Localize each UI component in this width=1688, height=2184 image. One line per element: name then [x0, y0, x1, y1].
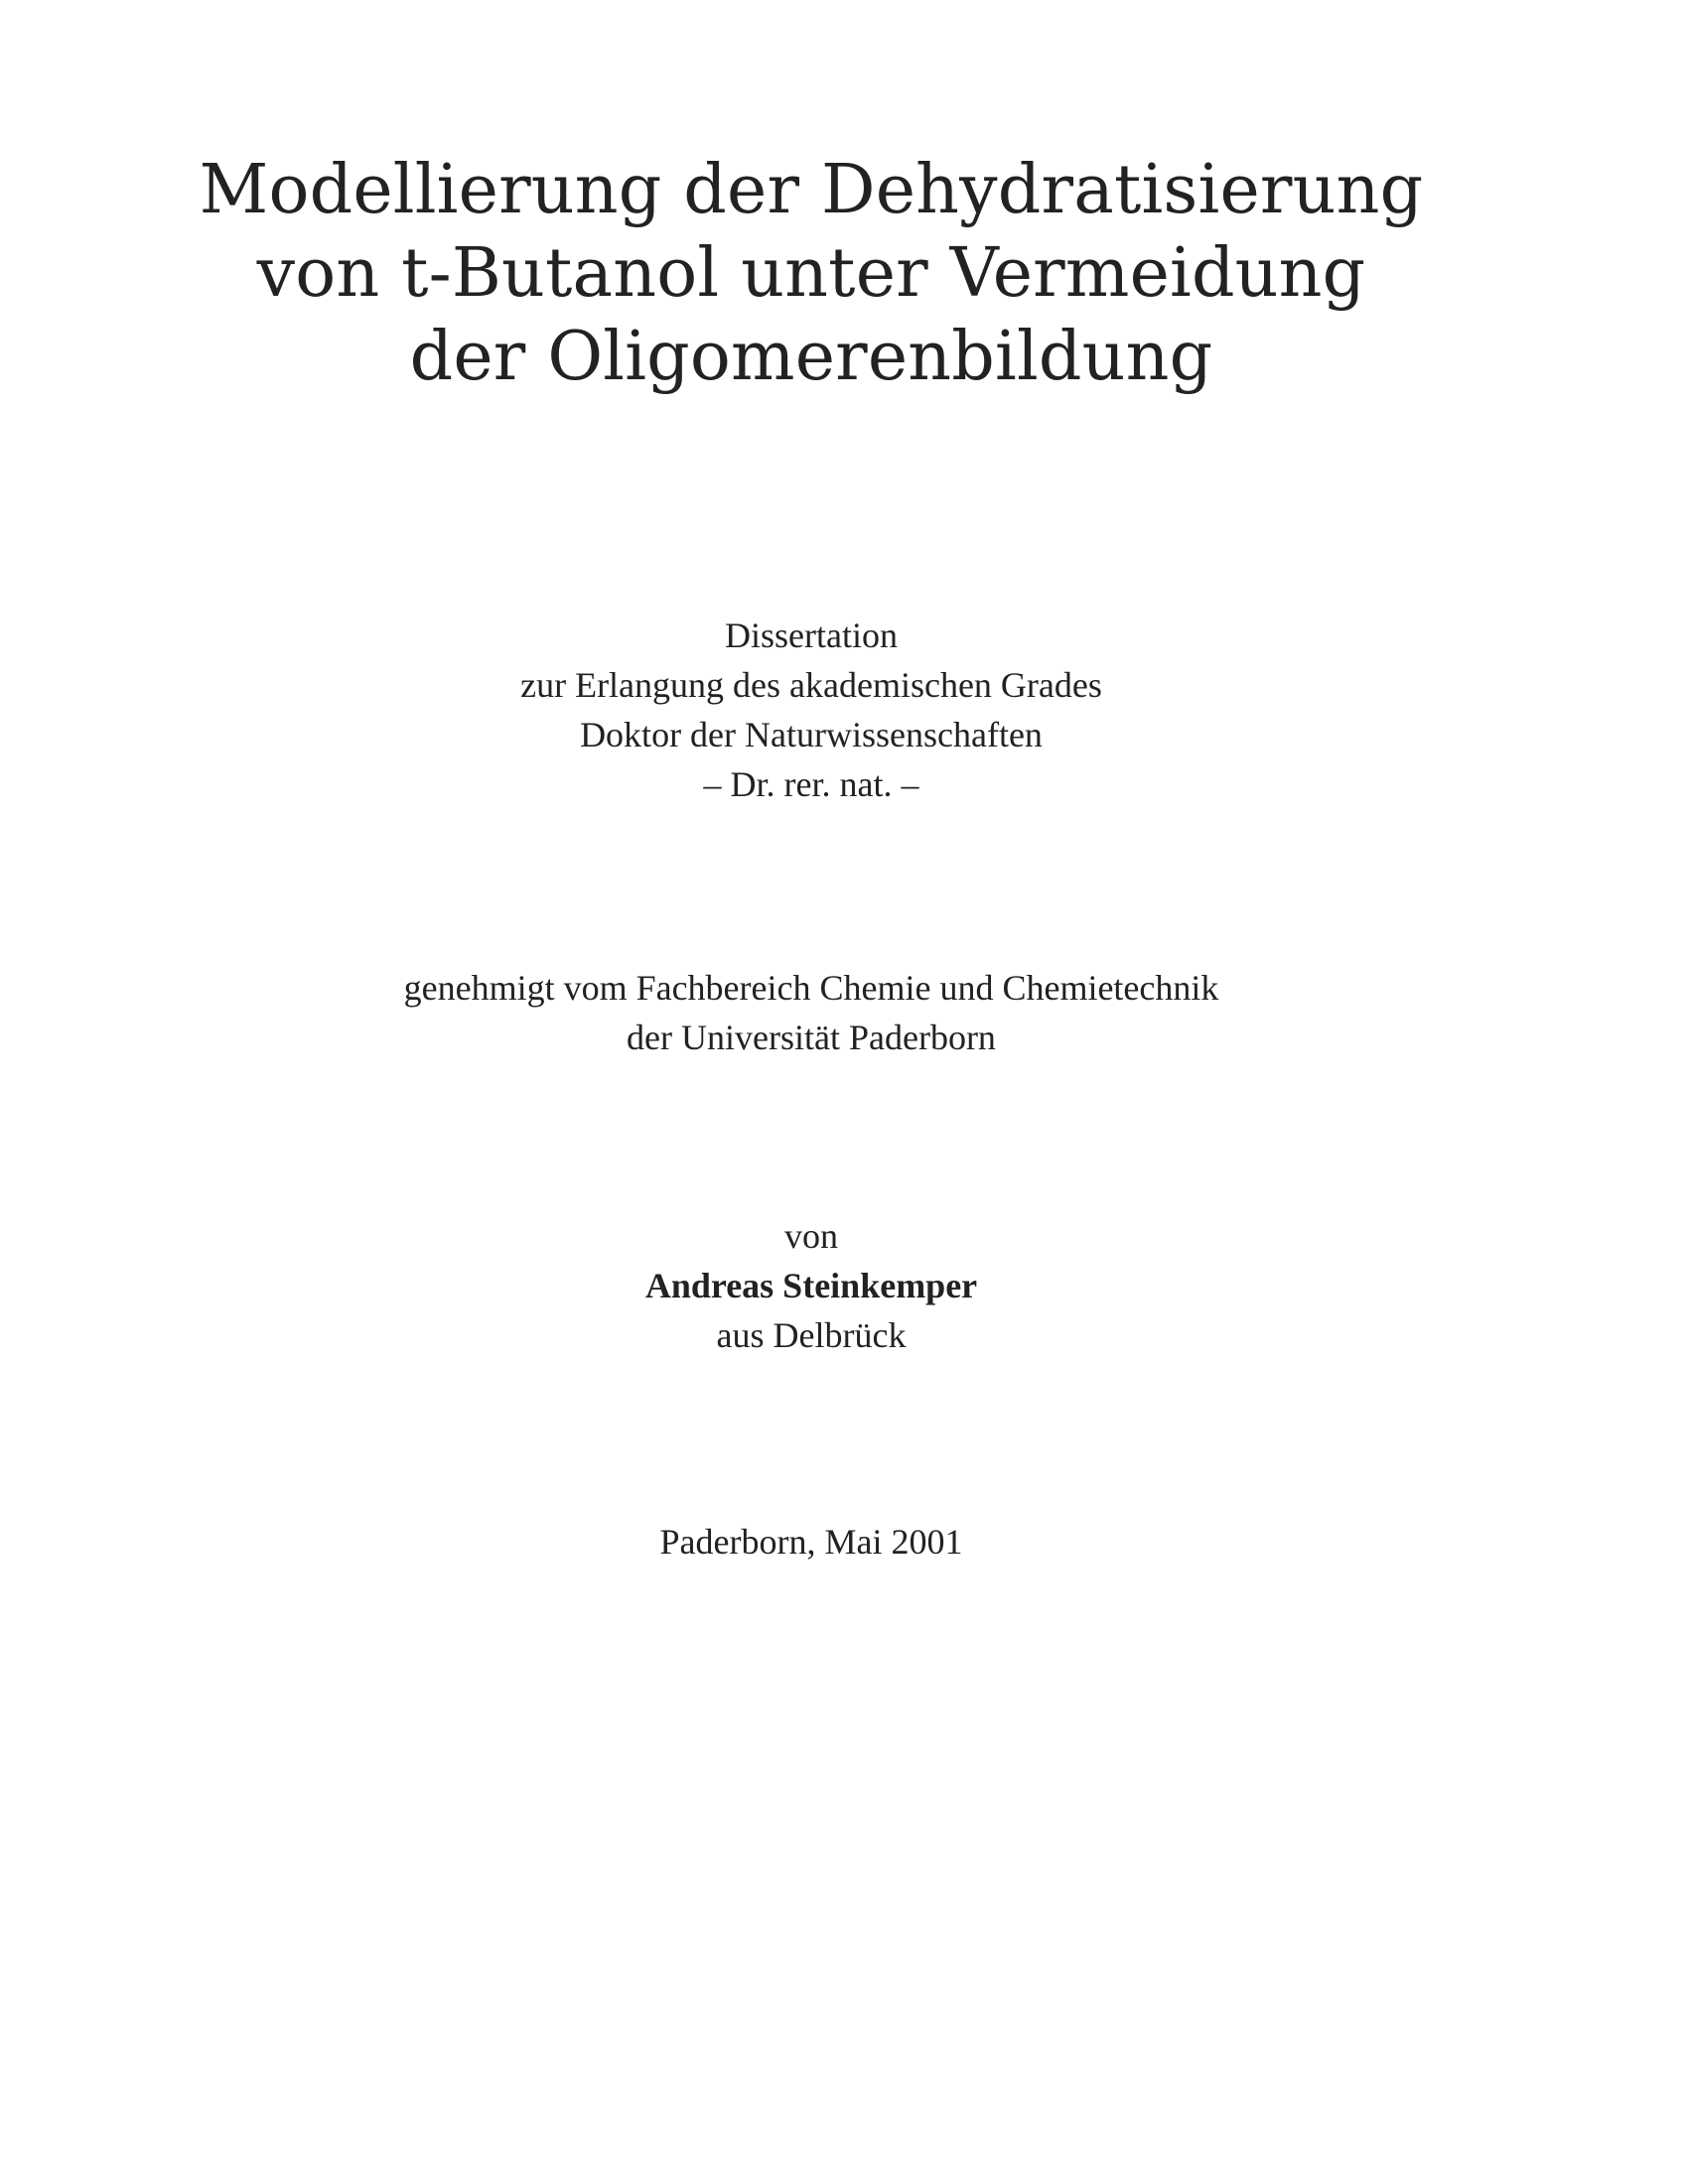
place-date-text: Paderborn, Mai 2001	[659, 1522, 963, 1562]
author-prefix: von	[784, 1216, 838, 1256]
author-info	[0, 1211, 1622, 1360]
place-and-date	[0, 1517, 1622, 1567]
dissertation-statement	[0, 611, 1622, 809]
degree-abbreviation: – Dr. rer. nat. –	[703, 764, 919, 804]
degree-name: Doktor der Naturwissenschaften	[580, 715, 1043, 754]
author-origin: aus Delbrück	[716, 1315, 907, 1355]
dissertation-label: Dissertation	[725, 615, 898, 655]
thesis-title	[0, 149, 1622, 399]
approving-department: genehmigt vom Fachbereich Chemie und Chemietechnik	[403, 968, 1219, 1008]
author-name: Andreas Steinkemper	[644, 1266, 978, 1305]
approval-statement	[0, 963, 1622, 1062]
thesis-title-line-3: der Oligomerenbildung	[409, 318, 1213, 396]
thesis-title-line-1: Modellierung der Dehydratisierung	[199, 151, 1424, 229]
university-name: der Universität Paderborn	[627, 1018, 996, 1057]
degree-purpose: zur Erlangung des akademischen Grades	[520, 665, 1102, 705]
thesis-title-line-2: von t-Butanol unter Vermeidung	[256, 234, 1366, 313]
